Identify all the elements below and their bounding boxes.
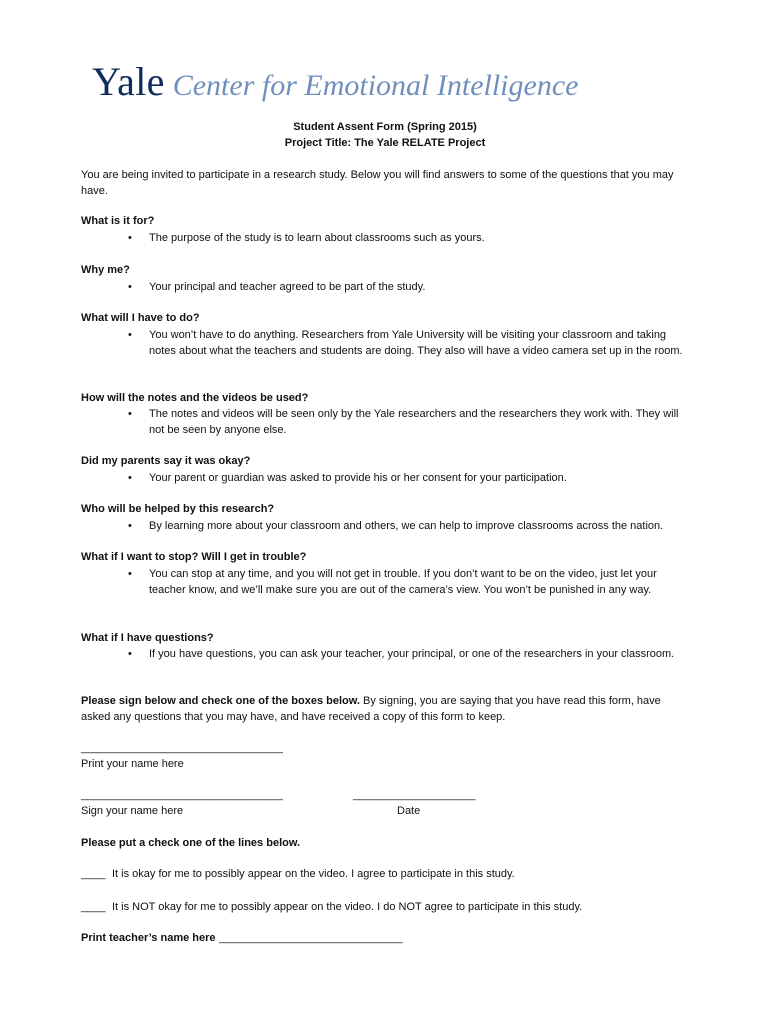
question-what-to-do: What will I have to do? bbox=[81, 312, 200, 324]
question-purpose: What is it for? bbox=[81, 215, 155, 227]
answer-why-me: Your principal and teacher agreed to be part of the study. bbox=[149, 281, 426, 293]
bullet-icon: • bbox=[128, 281, 132, 293]
teacher-name-label: Print teacher’s name here bbox=[81, 932, 216, 944]
answer-who-helped: By learning more about your classroom and others, we can help to improve classrooms across the nation. bbox=[149, 520, 664, 532]
answer-parents-okay: Your parent or guardian was asked to provide his or her consent for your participation. bbox=[149, 472, 567, 484]
question-notes-usage: How will the notes and the videos be used? bbox=[81, 392, 309, 404]
sign-name-label: Sign your name here bbox=[81, 805, 184, 817]
answer-what-to-do: You won’t have to do anything. Researchers from Yale University will be visiting your classroom and taking notes about what the teachers and students are doing. They also will have a video camera set up in the room. bbox=[149, 329, 683, 357]
sign-instructions bbox=[81, 693, 691, 725]
option-agree-text: It is okay for me to possibly appear on the video. I agree to participate in this study. bbox=[112, 868, 515, 880]
sign-instructions-rest: By signing, you are saying that you have read this form, have asked any questions that you may have, and have received a copy of this form to keep. bbox=[81, 695, 661, 723]
sign-instructions-bold: Please sign below and check one of the boxes below. bbox=[81, 695, 360, 707]
teacher-name-line[interactable]: ______________________________ bbox=[219, 932, 403, 944]
bullet-icon: • bbox=[128, 648, 132, 660]
print-name-line[interactable]: _________________________________ bbox=[81, 742, 283, 754]
date-line[interactable]: ____________________ bbox=[353, 789, 476, 801]
question-parents-okay: Did my parents say it was okay? bbox=[81, 455, 251, 467]
intro-paragraph: You are being invited to participate in a research study. Below you will find answers to some of the questions that you may have. bbox=[81, 169, 674, 197]
bullet-icon: • bbox=[128, 232, 132, 244]
date-label: Date bbox=[397, 805, 421, 817]
check-instruction: Please put a check one of the lines below. bbox=[81, 837, 301, 849]
question-who-helped: Who will be helped by this research? bbox=[81, 503, 275, 515]
answer-stop: You can stop at any time, and you will not get in trouble. If you don’t want to be on the video, just let your teacher know, and we’ll make sure you are out of the camera’s view. You won’t be punished in any way. bbox=[149, 568, 657, 596]
answer-purpose: The purpose of the study is to learn about classrooms such as yours. bbox=[149, 232, 485, 244]
answer-have-questions: If you have questions, you can ask your teacher, your principal, or one of the researchers in your classroom. bbox=[149, 648, 675, 660]
question-why-me: Why me? bbox=[81, 264, 130, 276]
logo-brand: Yale bbox=[92, 59, 165, 104]
sign-name-line[interactable]: _________________________________ bbox=[81, 789, 283, 801]
bullet-icon: • bbox=[128, 520, 132, 532]
yale-logo bbox=[92, 58, 578, 105]
logo-center-name: Center for Emotional Intelligence bbox=[172, 69, 579, 102]
bullet-icon: • bbox=[128, 408, 132, 420]
bullet-icon: • bbox=[128, 472, 132, 484]
option-decline-text: It is NOT okay for me to possibly appear on the video. I do NOT agree to participate in this study. bbox=[112, 901, 583, 913]
bullet-icon: • bbox=[128, 568, 132, 580]
print-name-label: Print your name here bbox=[81, 758, 184, 770]
question-have-questions: What if I have questions? bbox=[81, 632, 214, 644]
project-title: Project Title: The Yale RELATE Project bbox=[284, 137, 486, 149]
option-agree-line[interactable]: ____ bbox=[81, 868, 106, 880]
bullet-icon: • bbox=[128, 329, 132, 341]
form-title: Student Assent Form (Spring 2015) bbox=[293, 121, 477, 133]
question-stop: What if I want to stop? Will I get in trouble? bbox=[81, 551, 307, 563]
option-decline-line[interactable]: ____ bbox=[81, 901, 106, 913]
answer-notes-usage: The notes and videos will be seen only by the Yale researchers and the researchers they work with. They will not be seen by anyone else. bbox=[149, 408, 679, 436]
